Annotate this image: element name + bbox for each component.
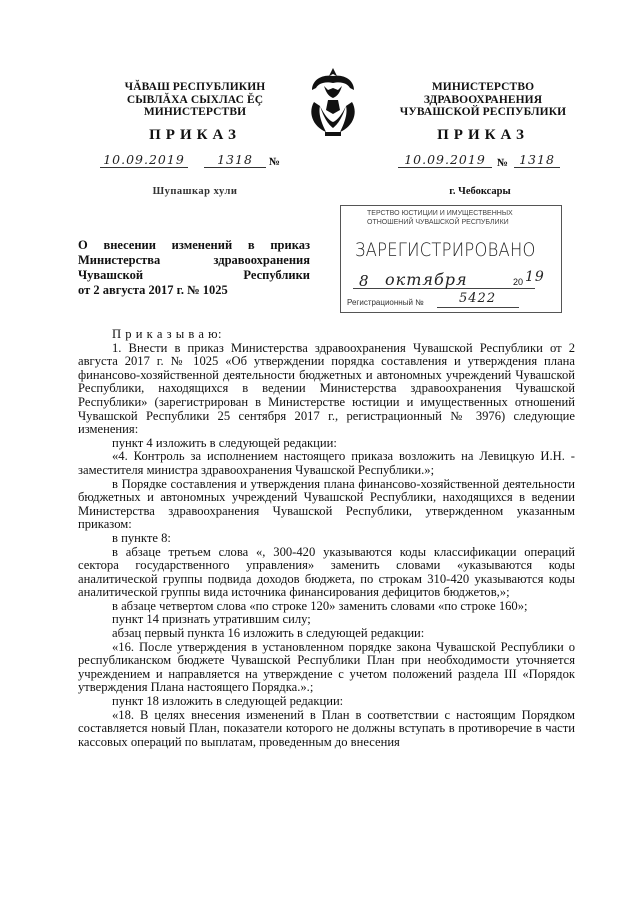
coat-of-arms-emblem xyxy=(298,62,368,142)
right-city: г. Чебоксары xyxy=(449,186,511,197)
body-paragraph-2: 1. Внести в приказ Министерства здравоохранения Чувашской Республики от 2 августа 2017 г. № 1025 «Об утверждении порядка составления и утверждения плана финансово-хозяйственной деятельности бюджетных и автономных учреждений Чувашской Республики, находящихся в ведении Министерства здравоохранения Чувашской Республики» (зарегистрирован в Министерстве юстиции и имущественных отношений Чувашской Республики 25 сентября 2017 г., регистрационный № 3976) следующие изменения: xyxy=(78,340,575,437)
right-number-sign: № xyxy=(497,157,509,169)
body-paragraph-3: пункт 4 изложить в следующей редакции: xyxy=(112,435,337,450)
order-body xyxy=(78,328,575,749)
right-date: 10.09.2019 xyxy=(398,152,492,168)
body-paragraph-7: в абзаце третьем слова «, 300-420 указываются коды классификации операций сектора государственного управления» заменить словами «указываются коды аналитической группы подвида доходов бюджета, по строкам 310-420 указываются коды аналитической группы вида источника финансирования дефицитов бюджетов,»; xyxy=(78,544,575,600)
left-city: Шупашкар хули xyxy=(152,186,238,197)
stamp-year: 19 xyxy=(525,269,545,285)
subject-line-4: от 2 августа 2017 г. № 1025 xyxy=(78,283,228,297)
subject-line-2: Министерства здравоохранения xyxy=(78,253,310,267)
body-paragraph-1: П р и к а з ы в а ю: xyxy=(112,327,223,341)
registration-stamp xyxy=(340,205,562,313)
stamp-month: октября xyxy=(385,270,468,289)
stamp-reg-line xyxy=(437,307,519,308)
body-paragraph-8: в абзаце четвертом слова «по строке 120» заменить словами «по строке 160»; xyxy=(112,598,528,613)
body-paragraph-5: в Порядке составления и утверждения плана финансово-хозяйственной деятельности бюджетных и автономных учреждений Чувашской Республики, находящихся в ведении Министерства здравоохранения Чувашской Республики, утвержденном указанным приказом: xyxy=(78,476,575,532)
right-header xyxy=(378,81,588,119)
body-paragraph-6: в пункте 8: xyxy=(112,530,171,545)
left-header-line-3: МИНИСТЕРСТВИ xyxy=(143,106,247,118)
subject-line-3: Чувашской Республики xyxy=(78,268,310,282)
emblem-icon xyxy=(298,62,368,142)
left-header-line-1: ЧĂВАШ РЕСПУБЛИКИН xyxy=(124,81,266,93)
order-subject xyxy=(78,238,310,298)
body-paragraph-10: абзац первый пункта 16 изложить в следующей редакции: xyxy=(112,626,425,641)
left-number: 1318 xyxy=(204,152,266,168)
right-header-line-3: ЧУВАШСКОЙ РЕСПУБЛИКИ xyxy=(399,106,567,118)
left-number-sign: № xyxy=(269,156,281,168)
stamp-line-2: ОТНОШЕНИЙ ЧУВАШСКОЙ РЕСПУБЛИКИ xyxy=(367,219,509,226)
left-date: 10.09.2019 xyxy=(100,152,188,168)
left-header-line-2: СЫВЛĂХА СЫХЛАС ĔÇ xyxy=(126,93,264,106)
stamp-title: ЗАРЕГИСТРИРОВАНО xyxy=(355,239,536,261)
left-header xyxy=(95,81,295,119)
right-header-line-1: МИНИСТЕРСТВО xyxy=(431,81,535,93)
body-paragraph-11: «16. После утверждения в установленном порядке закона Чувашской Республики о республиканском бюджете Чувашской Республики План при необходимости уточняется учреждением и направляется на утверждение с учетом положений раздела III «Порядок утверждения Плана настоящего Порядка.».; xyxy=(78,639,575,695)
body-paragraph-9: пункт 14 признать утратившим силу; xyxy=(112,612,311,627)
body-paragraph-4: «4. Контроль за исполнением настоящего приказа возложить на Левицкую И.Н. - заместителя министра здравоохранения Чувашской Республики.»; xyxy=(78,449,575,477)
prikaz-title-left: ПРИКАЗ xyxy=(149,127,241,143)
right-header-line-2: ЗДРАВООХРАНЕНИЯ xyxy=(423,93,543,106)
prikaz-title-right: ПРИКАЗ xyxy=(437,127,529,143)
body-paragraph-13: «18. В целях внесения изменений в План в соответствии с настоящим Порядком составляется новый План, показатели которого не должны вступать в противоречие в части кассовых операций по выплатам, проведенным до внесения xyxy=(78,707,575,749)
stamp-reg-label: Регистрационный № xyxy=(347,298,424,307)
body-paragraph-12: пункт 18 изложить в следующей редакции: xyxy=(112,694,344,709)
subject-line-1: О внесении изменений в приказ xyxy=(78,238,310,252)
right-number: 1318 xyxy=(514,152,560,168)
stamp-day: 8 xyxy=(359,272,370,290)
stamp-line-1: ТЕРСТВО ЮСТИЦИИ И ИМУЩЕСТВЕННЫХ xyxy=(367,210,513,217)
stamp-reg-number: 5422 xyxy=(459,291,497,306)
stamp-year-prefix: 20 xyxy=(513,277,524,287)
